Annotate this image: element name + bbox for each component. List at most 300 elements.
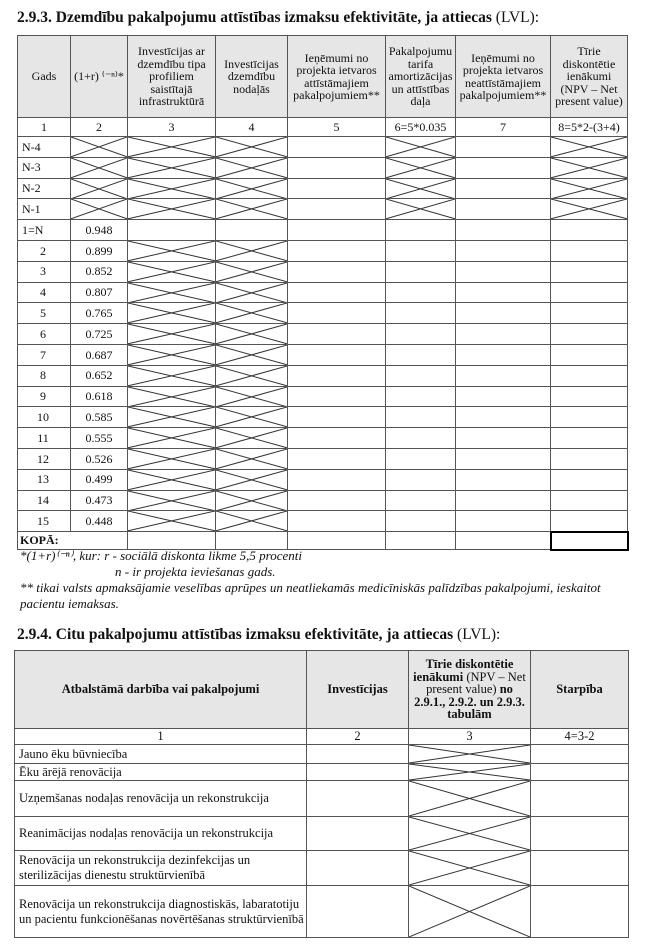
cross-out-icon — [216, 262, 287, 282]
value-cell — [386, 386, 456, 407]
header-activity: Atbalstāmā darbība vai pakalpojumi — [15, 651, 307, 729]
total-cell — [456, 532, 551, 550]
value-cell — [216, 220, 288, 241]
table-row — [18, 137, 628, 158]
cross-out-icon — [386, 179, 455, 199]
value-cell — [551, 157, 628, 178]
value-cell — [456, 469, 551, 490]
value-cell — [456, 282, 551, 303]
table-row — [18, 511, 628, 532]
cross-out-icon — [409, 764, 530, 780]
npv-cell — [409, 851, 531, 886]
value-cell — [288, 365, 386, 386]
table-row — [18, 344, 628, 365]
value-cell — [386, 261, 456, 282]
value-cell — [288, 282, 386, 303]
header-difference: Starpība — [531, 651, 629, 729]
column-header: Ieņēmumi no projekta ietvaros neattīstāmajiem pakalpojumiem** — [456, 36, 551, 118]
value-cell — [456, 448, 551, 469]
column-number: 2 — [307, 729, 409, 745]
cross-out-icon — [551, 158, 627, 178]
table-row — [18, 199, 628, 220]
value-cell — [456, 428, 551, 449]
discount-factor-cell: 0.652 — [71, 365, 128, 386]
discount-factor-cell: 0.473 — [71, 490, 128, 511]
value-cell — [386, 490, 456, 511]
discount-factor-cell: 0.618 — [71, 386, 128, 407]
table-row — [18, 407, 628, 428]
table-row — [18, 178, 628, 199]
year-cell: 8 — [18, 365, 71, 386]
column-number: 1 — [18, 118, 71, 137]
cross-out-icon — [551, 137, 627, 157]
year-cell: 5 — [18, 303, 71, 324]
total-row — [18, 532, 628, 550]
investments-cell — [307, 745, 409, 764]
table-row — [18, 220, 628, 241]
activity-cell: Renovācija un rekonstrukcija dezinfekcijas un sterilizācijas dienestu struktūrvienībā — [15, 851, 307, 886]
column-header: (1+r) ⁽⁻ⁿ⁾* — [71, 36, 128, 118]
value-cell — [128, 157, 216, 178]
cross-out-icon — [71, 137, 127, 157]
npv-cell — [409, 745, 531, 764]
value-cell — [288, 261, 386, 282]
discount-factor-cell: 0.499 — [71, 469, 128, 490]
cross-out-icon — [128, 491, 215, 511]
table-row — [18, 365, 628, 386]
value-cell — [128, 448, 216, 469]
header-npv — [409, 651, 531, 729]
value-cell — [386, 428, 456, 449]
cross-out-icon — [216, 511, 287, 531]
value-cell — [288, 448, 386, 469]
cross-out-icon — [216, 283, 287, 303]
value-cell — [128, 199, 216, 220]
cross-out-icon — [216, 303, 287, 323]
cross-out-icon — [216, 449, 287, 469]
cross-out-icon — [216, 179, 287, 199]
value-cell — [456, 324, 551, 345]
year-cell: N-2 — [18, 178, 71, 199]
year-cell: N-1 — [18, 199, 71, 220]
column-number: 3 — [128, 118, 216, 137]
cross-out-icon — [128, 283, 215, 303]
value-cell — [386, 324, 456, 345]
npv-bold: Tīrie diskontētie ienākumi — [413, 657, 514, 684]
value-cell — [288, 199, 386, 220]
value-cell — [216, 324, 288, 345]
value-cell — [128, 469, 216, 490]
value-cell — [386, 157, 456, 178]
investments-cell — [307, 817, 409, 851]
cross-out-icon — [386, 158, 455, 178]
value-cell — [456, 386, 551, 407]
value-cell — [551, 365, 628, 386]
value-cell — [288, 240, 386, 261]
value-cell — [216, 469, 288, 490]
difference-cell — [531, 817, 629, 851]
value-cell — [288, 178, 386, 199]
value-cell — [456, 490, 551, 511]
value-cell — [551, 407, 628, 428]
year-cell: 3 — [18, 261, 71, 282]
cross-out-icon — [71, 179, 127, 199]
table-row — [15, 781, 629, 817]
footnotes — [20, 548, 630, 612]
table-row — [18, 448, 628, 469]
column-header: Tīrie diskontētie ienākumi (NPV – Net present value) — [551, 36, 628, 118]
npv-cell — [409, 764, 531, 781]
table-row — [18, 324, 628, 345]
cross-out-icon — [551, 199, 627, 219]
column-number: 4 — [216, 118, 288, 137]
footnote-discount-rate: *(1+r)⁽⁻ⁿ⁾, kur: r - sociālā diskonta likme 5,5 procenti — [20, 548, 302, 563]
discount-factor-cell: 0.852 — [71, 261, 128, 282]
unit-text: (LVL): — [495, 9, 540, 26]
value-cell — [128, 220, 216, 241]
total-label: KOPĀ: — [18, 532, 128, 550]
cross-out-icon — [216, 470, 287, 490]
value-cell — [456, 157, 551, 178]
value-cell — [386, 282, 456, 303]
column-number: 3 — [409, 729, 531, 745]
value-cell — [288, 137, 386, 158]
investments-cell — [307, 764, 409, 781]
value-cell — [551, 220, 628, 241]
total-cell — [386, 532, 456, 550]
value-cell — [551, 469, 628, 490]
cross-out-icon — [128, 137, 215, 157]
cross-out-icon — [216, 345, 287, 365]
cross-out-icon — [128, 407, 215, 427]
cross-out-icon — [128, 262, 215, 282]
cross-out-icon — [216, 407, 287, 427]
value-cell — [551, 428, 628, 449]
table-row — [18, 303, 628, 324]
title-text: 2.9.4. Citu pakalpojumu attīstības izmaksu efektivitāte, ja attiecas — [17, 626, 454, 643]
cross-out-icon — [551, 179, 627, 199]
value-cell — [216, 511, 288, 532]
investments-cell — [307, 781, 409, 817]
cross-out-icon — [128, 511, 215, 531]
table-row — [15, 886, 629, 938]
column-number: 2 — [71, 118, 128, 137]
difference-cell — [531, 886, 629, 938]
year-cell: 15 — [18, 511, 71, 532]
discount-factor-cell: 0.725 — [71, 324, 128, 345]
value-cell — [128, 365, 216, 386]
npv-cell — [409, 817, 531, 851]
header-investments: Investīcijas — [307, 651, 409, 729]
value-cell — [128, 137, 216, 158]
value-cell — [71, 178, 128, 199]
discount-factor-cell: 0.526 — [71, 448, 128, 469]
value-cell — [216, 282, 288, 303]
cross-out-icon — [216, 241, 287, 261]
cross-out-icon — [216, 387, 287, 407]
npv-table-other-services — [14, 650, 629, 938]
npv-table-childbirth — [17, 35, 629, 551]
year-cell: 14 — [18, 490, 71, 511]
value-cell — [128, 490, 216, 511]
value-cell — [71, 157, 128, 178]
cross-out-icon — [216, 137, 287, 157]
value-cell — [288, 157, 386, 178]
difference-cell — [531, 745, 629, 764]
value-cell — [128, 511, 216, 532]
discount-factor-cell: 0.448 — [71, 511, 128, 532]
value-cell — [551, 511, 628, 532]
cross-out-icon — [128, 324, 215, 344]
year-cell: 2 — [18, 240, 71, 261]
value-cell — [456, 178, 551, 199]
value-cell — [288, 511, 386, 532]
value-cell — [288, 428, 386, 449]
value-cell — [128, 407, 216, 428]
total-cell — [216, 532, 288, 550]
cross-out-icon — [216, 491, 287, 511]
value-cell — [456, 511, 551, 532]
cross-out-icon — [216, 324, 287, 344]
value-cell — [551, 303, 628, 324]
value-cell — [71, 199, 128, 220]
cross-out-icon — [409, 817, 530, 850]
value-cell — [456, 240, 551, 261]
value-cell — [551, 448, 628, 469]
year-cell: 11 — [18, 428, 71, 449]
table-row — [18, 490, 628, 511]
discount-factor-cell: 0.948 — [71, 220, 128, 241]
cross-out-icon — [128, 387, 215, 407]
column-header: Ieņēmumi no projekta ietvaros attīstāmajiem pakalpojumiem** — [288, 36, 386, 118]
value-cell — [456, 407, 551, 428]
value-cell — [386, 178, 456, 199]
value-cell — [456, 220, 551, 241]
difference-cell — [531, 851, 629, 886]
cross-out-icon — [216, 428, 287, 448]
value-cell — [216, 386, 288, 407]
cross-out-icon — [71, 158, 127, 178]
column-header: Pakalpojumu tarifa amortizācijas un attīstības daļa — [386, 36, 456, 118]
npv-cell — [409, 886, 531, 938]
value-cell — [386, 344, 456, 365]
year-cell: 9 — [18, 386, 71, 407]
value-cell — [216, 490, 288, 511]
value-cell — [456, 365, 551, 386]
difference-cell — [531, 781, 629, 817]
column-number: 5 — [288, 118, 386, 137]
section-title-2-9-4 — [17, 626, 500, 644]
value-cell — [216, 157, 288, 178]
table-row — [18, 157, 628, 178]
cross-out-icon — [128, 303, 215, 323]
value-cell — [128, 178, 216, 199]
npv-source: no 2.9.1., 2.9.2. un 2.9.3. tabulām — [414, 682, 525, 722]
npv-normal: (NPV – Net present value) — [426, 669, 526, 697]
investments-cell — [307, 886, 409, 938]
table-row — [15, 745, 629, 764]
table-row — [18, 240, 628, 261]
total-cell — [288, 532, 386, 550]
total-npv-cell — [551, 532, 628, 550]
column-number: 6=5*0.035 — [386, 118, 456, 137]
column-number: 8=5*2-(3+4) — [551, 118, 628, 137]
cross-out-icon — [128, 470, 215, 490]
cross-out-icon — [386, 137, 455, 157]
cross-out-icon — [128, 449, 215, 469]
footnote-year: n - ir projekta ieviešanas gads. — [115, 564, 276, 579]
value-cell — [288, 344, 386, 365]
value-cell — [216, 240, 288, 261]
activity-cell: Ēku ārējā renovācija — [15, 764, 307, 781]
npv-cell — [409, 781, 531, 817]
value-cell — [551, 490, 628, 511]
column-number: 1 — [15, 729, 307, 745]
investments-cell — [307, 851, 409, 886]
title-text: 2.9.3. Dzemdību pakalpojumu attīstības izmaksu efektivitāte, ja attiecas — [17, 9, 492, 26]
value-cell — [128, 240, 216, 261]
value-cell — [456, 199, 551, 220]
year-cell: 13 — [18, 469, 71, 490]
activity-cell: Uzņemšanas nodaļas renovācija un rekonstrukcija — [15, 781, 307, 817]
unit-text: (LVL): — [457, 626, 501, 643]
value-cell — [456, 344, 551, 365]
cross-out-icon — [386, 199, 455, 219]
year-cell: 7 — [18, 344, 71, 365]
column-header: Investīcijas ar dzemdību tipa profiliem saistītajā infrastruktūrā — [128, 36, 216, 118]
value-cell — [288, 220, 386, 241]
cross-out-icon — [128, 241, 215, 261]
activity-cell: Jauno ēku būvniecība — [15, 745, 307, 764]
table-row — [18, 261, 628, 282]
column-number: 4=3-2 — [531, 729, 629, 745]
table-row — [15, 851, 629, 886]
value-cell — [386, 365, 456, 386]
value-cell — [288, 324, 386, 345]
value-cell — [128, 303, 216, 324]
cross-out-icon — [128, 199, 215, 219]
value-cell — [386, 469, 456, 490]
value-cell — [386, 199, 456, 220]
value-cell — [128, 344, 216, 365]
value-cell — [71, 137, 128, 158]
discount-factor-cell: 0.807 — [71, 282, 128, 303]
value-cell — [386, 407, 456, 428]
discount-factor-cell: 0.765 — [71, 303, 128, 324]
cross-out-icon — [128, 179, 215, 199]
cross-out-icon — [409, 745, 530, 763]
discount-factor-cell: 0.555 — [71, 428, 128, 449]
total-cell — [128, 532, 216, 550]
value-cell — [551, 386, 628, 407]
value-cell — [288, 469, 386, 490]
cross-out-icon — [216, 366, 287, 386]
activity-cell: Renovācija un rekonstrukcija diagnostiskās, labaratotiju un pacientu funkcionēšanas novērtēšanas struktūrvienībā — [15, 886, 307, 938]
value-cell — [386, 448, 456, 469]
cross-out-icon — [216, 199, 287, 219]
value-cell — [128, 261, 216, 282]
footnote-services: ** tikai valsts apmaksājamie veselības aprūpes un neatliekamās medicīniskās palīdzības pakalpojumi, ieskaitot pacientu iemaksas. — [20, 580, 601, 611]
discount-factor-cell: 0.687 — [71, 344, 128, 365]
value-cell — [456, 303, 551, 324]
value-cell — [216, 199, 288, 220]
value-cell — [386, 240, 456, 261]
year-cell: N-3 — [18, 157, 71, 178]
value-cell — [551, 178, 628, 199]
value-cell — [551, 240, 628, 261]
column-header: Gads — [18, 36, 71, 118]
value-cell — [456, 261, 551, 282]
cross-out-icon — [128, 428, 215, 448]
table-row — [18, 428, 628, 449]
year-cell: 12 — [18, 448, 71, 469]
activity-cell: Reanimācijas nodaļas renovācija un rekonstrukcija — [15, 817, 307, 851]
column-header: Investīcijas dzemdību nodaļās — [216, 36, 288, 118]
value-cell — [288, 407, 386, 428]
value-cell — [216, 178, 288, 199]
year-cell: 4 — [18, 282, 71, 303]
value-cell — [551, 199, 628, 220]
value-cell — [128, 282, 216, 303]
value-cell — [551, 344, 628, 365]
discount-factor-cell: 0.585 — [71, 407, 128, 428]
column-number: 7 — [456, 118, 551, 137]
value-cell — [288, 490, 386, 511]
value-cell — [128, 428, 216, 449]
value-cell — [551, 324, 628, 345]
cross-out-icon — [409, 781, 530, 816]
cross-out-icon — [409, 886, 530, 937]
table-row — [18, 469, 628, 490]
value-cell — [216, 137, 288, 158]
value-cell — [128, 386, 216, 407]
value-cell — [386, 511, 456, 532]
year-cell: N-4 — [18, 137, 71, 158]
table-row — [15, 764, 629, 781]
year-cell: 6 — [18, 324, 71, 345]
value-cell — [288, 303, 386, 324]
value-cell — [216, 407, 288, 428]
discount-factor-cell: 0.899 — [71, 240, 128, 261]
value-cell — [386, 220, 456, 241]
table-row — [18, 282, 628, 303]
cross-out-icon — [128, 345, 215, 365]
value-cell — [386, 303, 456, 324]
table-row — [15, 817, 629, 851]
value-cell — [551, 282, 628, 303]
cross-out-icon — [128, 366, 215, 386]
value-cell — [386, 137, 456, 158]
value-cell — [456, 137, 551, 158]
value-cell — [216, 344, 288, 365]
value-cell — [216, 303, 288, 324]
section-title-2-9-3 — [17, 9, 539, 27]
table-row — [18, 386, 628, 407]
value-cell — [128, 324, 216, 345]
value-cell — [216, 448, 288, 469]
difference-cell — [531, 764, 629, 781]
value-cell — [216, 428, 288, 449]
value-cell — [551, 261, 628, 282]
cross-out-icon — [128, 158, 215, 178]
value-cell — [288, 386, 386, 407]
value-cell — [216, 365, 288, 386]
year-cell: 10 — [18, 407, 71, 428]
cross-out-icon — [71, 199, 127, 219]
value-cell — [551, 137, 628, 158]
year-cell: 1=N — [18, 220, 71, 241]
value-cell — [216, 261, 288, 282]
